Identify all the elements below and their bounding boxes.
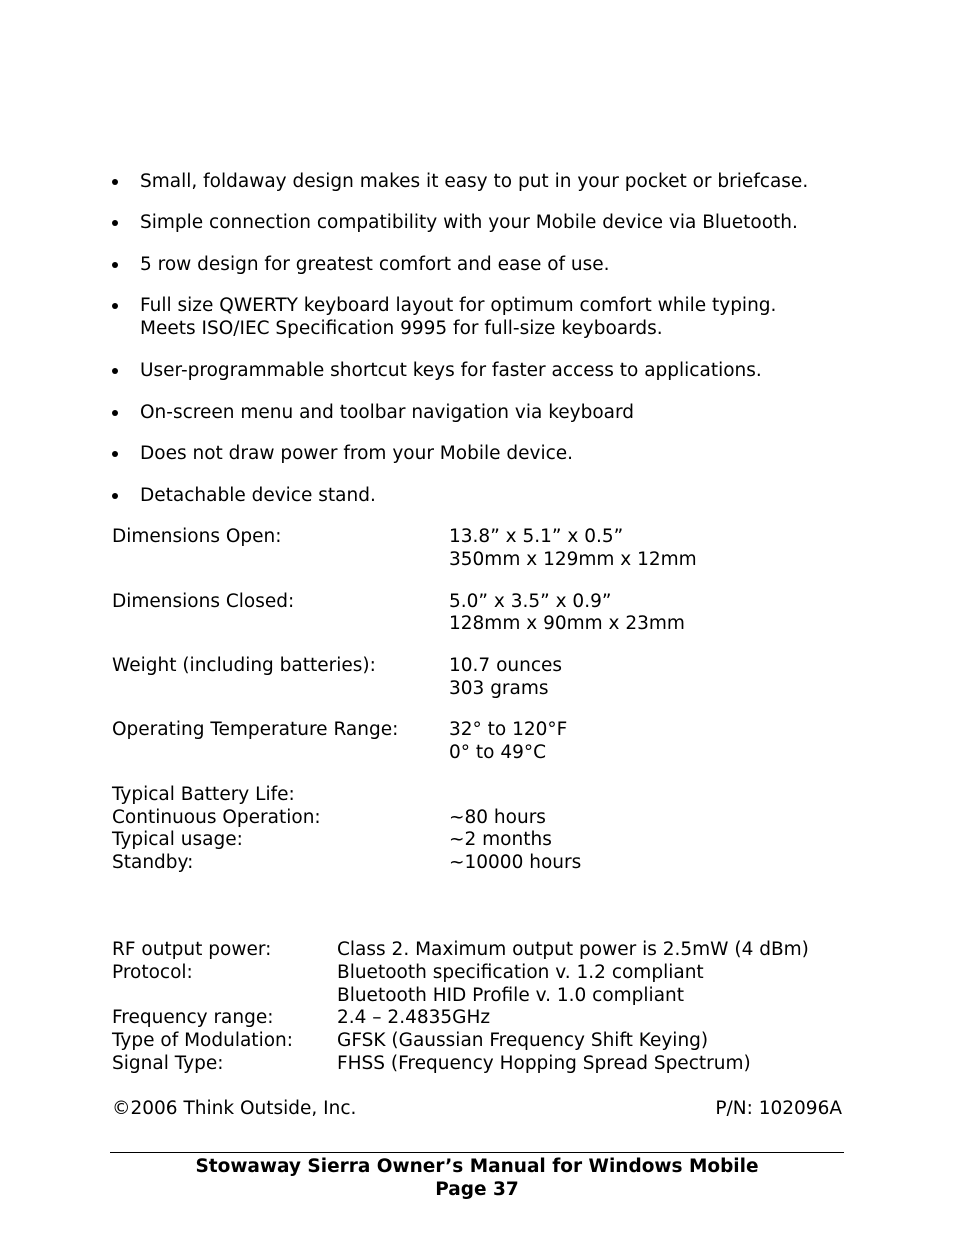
bullet-icon — [112, 262, 118, 268]
battery-life-label: Typical Battery Life: — [112, 784, 295, 805]
protocol-value: Bluetooth specification v. 1.2 compliant — [337, 962, 704, 983]
bullet-icon — [112, 368, 118, 374]
feature-text: Does not draw power from your Mobile device. — [140, 443, 574, 464]
frequency-label: Frequency range: — [112, 1007, 274, 1028]
frequency-value: 2.4 – 2.4835GHz — [337, 1007, 491, 1028]
footer-title: Stowaway Sierra Owner’s Manual for Windows Mobile — [195, 1156, 759, 1177]
rf-power-label: RF output power: — [112, 939, 272, 960]
weight-label: Weight (including batteries): — [112, 655, 376, 676]
feature-text: User-programmable shortcut keys for faster access to applications. — [140, 360, 762, 381]
feature-text: Small, foldaway design makes it easy to put in your pocket or briefcase. — [140, 171, 809, 192]
modulation-value: GFSK (Gaussian Frequency Shift Keying) — [337, 1030, 709, 1051]
dimensions-closed-imperial: 5.0” x 3.5” x 0.9” — [449, 591, 612, 612]
part-number: P/N: 102096A — [715, 1098, 842, 1119]
temperature-fahrenheit: 32° to 120°F — [449, 719, 568, 740]
weight-metric: 303 grams — [449, 678, 549, 699]
continuous-operation-value: ~80 hours — [449, 807, 546, 828]
protocol-value-hid: Bluetooth HID Profile v. 1.0 compliant — [337, 985, 685, 1006]
bullet-icon — [112, 220, 118, 226]
feature-text: On-screen menu and toolbar navigation via keyboard — [140, 402, 635, 423]
feature-text: 5 row design for greatest comfort and ease of use. — [140, 254, 610, 275]
signal-type-value: FHSS (Frequency Hopping Spread Spectrum) — [337, 1053, 751, 1074]
bullet-icon — [112, 179, 118, 185]
bullet-icon — [112, 410, 118, 416]
bullet-icon — [112, 451, 118, 457]
dimensions-open-label: Dimensions Open: — [112, 526, 282, 547]
feature-text: Full size QWERTY keyboard layout for optimum comfort while typing. — [140, 295, 777, 316]
feature-text: Detachable device stand. — [140, 485, 376, 506]
bullet-icon — [112, 303, 118, 309]
typical-usage-label: Typical usage: — [112, 829, 243, 850]
feature-text-continued: Meets ISO/IEC Specification 9995 for full-size keyboards. — [140, 318, 663, 339]
weight-imperial: 10.7 ounces — [449, 655, 563, 676]
bullet-icon — [112, 493, 118, 499]
typical-usage-value: ~2 months — [449, 829, 552, 850]
standby-label: Standby: — [112, 852, 194, 873]
feature-text: Simple connection compatibility with your Mobile device via Bluetooth. — [140, 212, 798, 233]
modulation-label: Type of Modulation: — [112, 1030, 293, 1051]
rf-power-value: Class 2. Maximum output power is 2.5mW (4 dBm) — [337, 939, 809, 960]
copyright-text: ©2006 Think Outside, Inc. — [112, 1098, 357, 1119]
page-number: Page 37 — [435, 1179, 519, 1200]
dimensions-open-imperial: 13.8” x 5.1” x 0.5” — [449, 526, 624, 547]
signal-type-label: Signal Type: — [112, 1053, 224, 1074]
protocol-label: Protocol: — [112, 962, 193, 983]
temperature-celsius: 0° to 49°C — [449, 742, 547, 763]
standby-value: ~10000 hours — [449, 852, 582, 873]
footer-divider — [110, 1152, 844, 1153]
dimensions-open-metric: 350mm x 129mm x 12mm — [449, 549, 697, 570]
dimensions-closed-label: Dimensions Closed: — [112, 591, 295, 612]
continuous-operation-label: Continuous Operation: — [112, 807, 321, 828]
dimensions-closed-metric: 128mm x 90mm x 23mm — [449, 613, 685, 634]
temperature-label: Operating Temperature Range: — [112, 719, 399, 740]
